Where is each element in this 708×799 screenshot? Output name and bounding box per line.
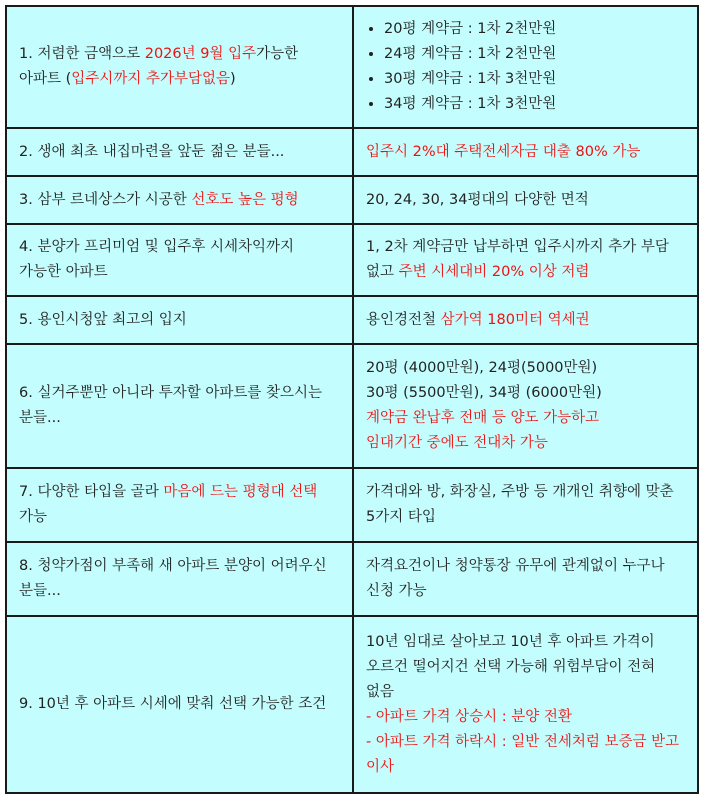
table-row	[6, 296, 698, 344]
highlight-text: 선호도 높은 평형	[191, 191, 299, 208]
detail-line: 30평 (5500만원), 34평 (6000만원)	[366, 385, 602, 401]
table-row	[6, 616, 698, 793]
highlight-line: 계약금 완납후 전매 등 양도 가능하고	[366, 410, 600, 426]
feature-cell	[6, 344, 353, 468]
list-item: • 30평 계약금 : 1차 3천만원	[384, 67, 685, 92]
table-row	[6, 176, 698, 224]
body-text: 용인경전철	[366, 311, 441, 328]
feature-cell	[6, 616, 353, 793]
table-row	[6, 468, 698, 542]
body-text: 6. 실거주뿐만 아니라 투자할 아파트를 찾으시는 분들...	[19, 385, 323, 426]
body-text: 1. 저렴한 금액으로	[19, 46, 145, 62]
feature-cell	[6, 224, 353, 296]
highlight-line: - 아파트 가격 상승시 : 분양 전환	[366, 708, 572, 725]
detail-cell	[353, 6, 698, 128]
detail-line: 10년 임대로 살아보고 10년 후 아파트 가격이 오르건 떨어지건 선택 가능해 위험부담이 전혀 없음	[366, 633, 656, 700]
info-table	[5, 5, 699, 794]
detail-cell	[353, 128, 698, 176]
detail-cell	[353, 344, 698, 468]
highlight-text: 삼가역 180미터 역세권	[440, 311, 590, 328]
feature-cell	[6, 128, 353, 176]
feature-cell	[6, 468, 353, 542]
detail-line: 20평 (4000만원), 24평(5000만원)	[366, 360, 598, 376]
highlight-line: - 아파트 가격 하락시 : 일반 전세처럼 보증금 받고 이사	[366, 733, 680, 775]
body-text: 9. 10년 후 아파트 시세에 맞춰 선택 가능한 조건	[19, 696, 327, 712]
body-text: 8. 청약가점이 부족해 새 아파트 분양이 어려우신 분들...	[19, 558, 327, 599]
table-row	[6, 6, 698, 128]
body-text: )	[229, 71, 236, 87]
table-row	[6, 224, 698, 296]
highlight-line: 임대기간 중에도 전대차 가능	[366, 435, 548, 451]
detail-cell	[353, 616, 698, 793]
table-row	[6, 128, 698, 176]
body-text: 가능	[19, 509, 48, 525]
body-text: 5. 용인시청앞 최고의 입지	[19, 311, 187, 328]
body-text: 자격요건이나 청약통장 유무에 관계없이 누구나 신청 가능	[366, 558, 665, 599]
detail-cell	[353, 224, 698, 296]
feature-cell	[6, 176, 353, 224]
body-text: 가능한 아파트 (	[19, 46, 299, 87]
feature-cell	[6, 6, 353, 128]
feature-cell	[6, 296, 353, 344]
detail-cell	[353, 468, 698, 542]
detail-cell	[353, 176, 698, 224]
body-text: 20, 24, 30, 34평대의 다양한 면적	[366, 191, 589, 208]
info-table-body	[6, 6, 698, 793]
body-text: 3. 삼부 르네상스가 시공한	[19, 191, 192, 208]
highlight-text: 입주시 2%대 주택전세자금 대출 80% 가능	[366, 143, 641, 160]
highlight-text: 2026년 9월 입주	[144, 46, 257, 62]
detail-cell	[353, 542, 698, 616]
body-text: 7. 다양한 타입을 골라	[19, 484, 164, 500]
highlight-text: 마음에 드는 평형대 선택	[163, 484, 318, 500]
feature-cell	[6, 542, 353, 616]
table-row	[6, 344, 698, 468]
body-text: 4. 분양가 프리미엄 및 입주후 시세차익까지 가능한 아파트	[19, 239, 294, 280]
body-text: 1, 2차 계약금만 납부하면 입주시까지 추가 부담 없고	[366, 239, 669, 280]
table-row	[6, 542, 698, 616]
list-item: • 24평 계약금 : 1차 2천만원	[384, 42, 685, 67]
list-item: • 20평 계약금 : 1차 2천만원	[384, 17, 685, 42]
body-text: 2. 생애 최초 내집마련을 앞둔 젊은 분들...	[19, 143, 285, 160]
info-table-wrapper	[5, 5, 699, 792]
list-item: • 34평 계약금 : 1차 3천만원	[384, 92, 685, 117]
body-text: 가격대와 방, 화장실, 주방 등 개개인 취향에 맞춘 5가지 타입	[366, 484, 674, 525]
detail-cell	[353, 296, 698, 344]
highlight-text: 주변 시세대비 20% 이상 저렴	[398, 264, 590, 280]
highlight-text: 입주시까지 추가부담없음	[71, 71, 230, 87]
deposit-list	[366, 17, 685, 117]
